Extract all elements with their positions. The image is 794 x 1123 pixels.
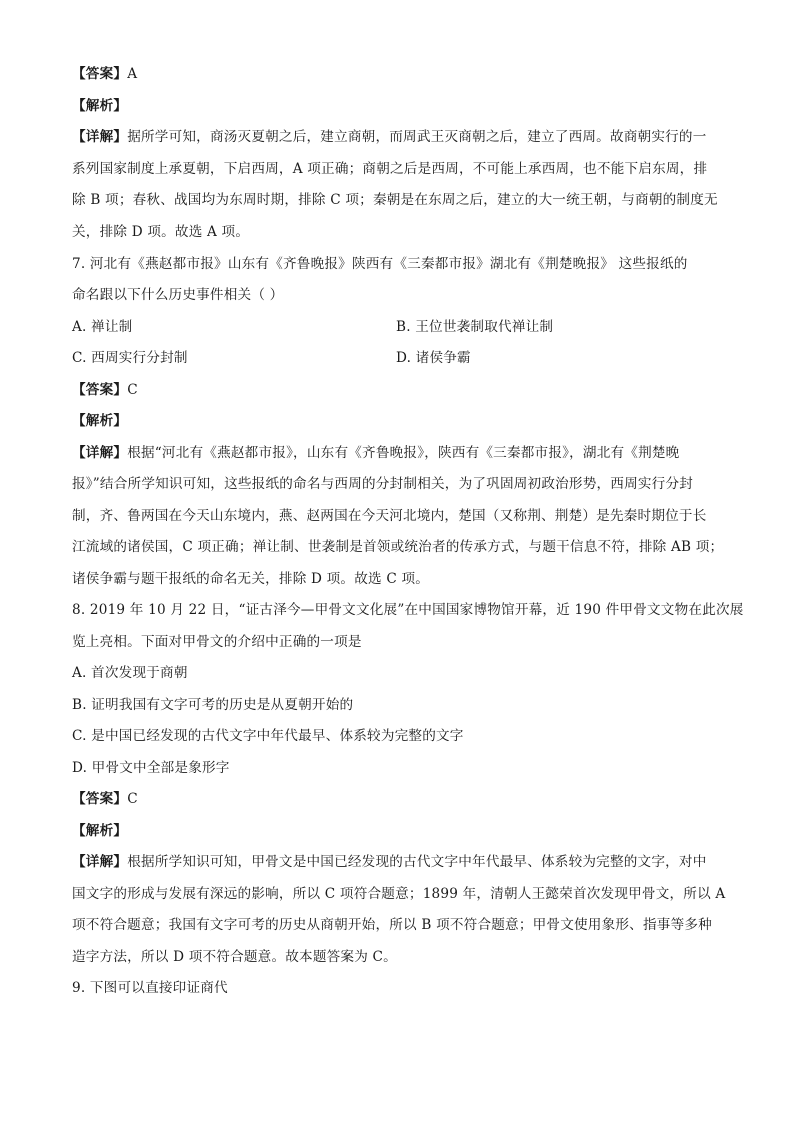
q8-detail-line: 造字方法，所以 D 项不符合题意。故本题答案为 C。	[72, 949, 397, 965]
q8-answer	[72, 789, 724, 809]
q6-answer	[72, 64, 724, 84]
q7-option-d: D. 诸侯争霸	[396, 350, 471, 366]
answer-value: A	[127, 66, 138, 82]
q7-stem-line: 7. 河北有《燕赵都市报》山东有《齐鲁晚报》陕西有《三秦都市报》湖北有《荆楚晚报》 这些报纸的	[72, 256, 688, 272]
q7-detail-line: 报》”结合所学知识可知，这些报纸的命名与西周的分封制相关，为了巩固周初政治形势，西周实行分封	[72, 476, 694, 492]
q8-detail-line: 国文字的形成与发展有深远的影响，所以 C 项符合题意；1899 年，清朝人王懿荣首次发现甲骨文，所以 A	[72, 886, 726, 902]
answer-label: 【答案】	[72, 791, 128, 807]
q8-detail-line: 项不符合题意；我国有文字可考的历史从商朝开始，所以 B 项不符合题意；甲骨文使用象形、指事等多种	[72, 917, 712, 933]
q6-detail-line: 关，排除 D 项。故选 A 项。	[72, 224, 250, 240]
q8-detail-line: 【详解】根据所学知识可知，甲骨文是中国已经发现的古代文字中年代最早、体系较为完整的文字，对中	[72, 854, 707, 870]
q8-option-c: C. 是中国已经发现的古代文字中年代最早、体系较为完整的文字	[72, 728, 464, 744]
q7-detail-line: 制，齐、鲁两国在今天山东境内，燕、赵两国在今天河北境内，楚国（又称荆、荆楚）是先秦时期位于长	[72, 508, 707, 524]
q8-stem-line: 8. 2019 年 10 月 22 日，“证古泽今—甲骨文文化展”在中国国家博物馆开幕，近 190 件甲骨文文物在此次展	[72, 602, 744, 618]
q8-option-b: B. 证明我国有文字可考的历史是从夏朝开始的	[72, 697, 354, 713]
answer-label: 【答案】	[72, 66, 128, 82]
q7-detail-line: 【详解】根据“河北有《燕赵都市报》，山东有《齐鲁晚报》，陕西有《三秦都市报》，湖北有《荆楚晚	[72, 445, 680, 461]
answer-value: C	[127, 382, 138, 398]
q8-stem-line: 览上亮相。下面对甲骨文的介绍中正确的一项是	[72, 634, 362, 650]
detail-label: 【详解】	[72, 854, 128, 870]
q9-stem: 9. 下图可以直接印证商代	[72, 980, 228, 996]
q6-detail-line: 系列国家制度上承夏朝，下启西周，A 项正确；商朝之后是西周，不可能上承西周，也不能下启东周，排	[72, 161, 708, 177]
q7-answer	[72, 380, 724, 400]
answer-value: C	[127, 791, 138, 807]
detail-label: 【详解】	[72, 445, 128, 461]
q8-option-a: A. 首次发现于商朝	[72, 665, 188, 681]
q6-detail-line: 除 B 项；春秋、战国均为东周时期，排除 C 项；秦朝是在东周之后，建立的大一统王朝，与商朝的制度无	[72, 192, 718, 208]
q6-detail-line: 【详解】据所学可知，商汤灭夏朝之后，建立商朝，而周武王灭商朝之后，建立了西周。故商朝实行的一	[72, 129, 707, 145]
q7-option-a: A. 禅让制	[72, 319, 133, 335]
q7-option-b: B. 王位世袭制取代禅让制	[396, 319, 554, 335]
q7-detail-line: 诸侯争霸与题干报纸的命名无关，排除 D 项。故选 C 项。	[72, 571, 430, 587]
detail-label: 【详解】	[72, 129, 128, 145]
answer-label: 【答案】	[72, 382, 128, 398]
q7-detail-line: 江流域的诸侯国，C 项正确；禅让制、世袭制是首领或统治者的传承方式，与题干信息不符，排除 AB 项；	[72, 539, 724, 555]
q7-option-c: C. 西周实行分封制	[72, 350, 188, 366]
q8-analysis-label: 【解析】	[72, 823, 128, 839]
q7-analysis-label: 【解析】	[72, 413, 128, 429]
q7-stem-line: 命名跟以下什么历史事件相关（ ）	[72, 287, 284, 303]
q8-option-d: D. 甲骨文中全部是象形字	[72, 760, 230, 776]
q6-analysis-label: 【解析】	[72, 98, 128, 114]
